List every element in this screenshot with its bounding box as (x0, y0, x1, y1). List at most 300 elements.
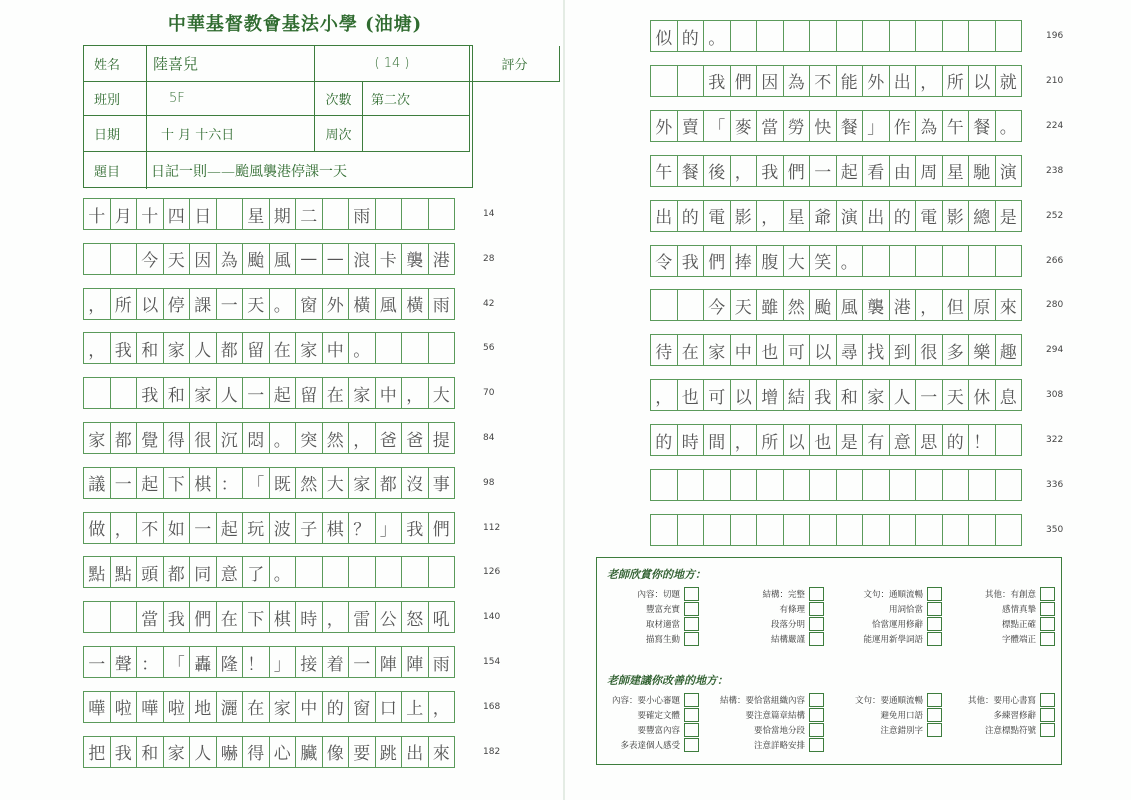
grid-cell: 了 (242, 556, 270, 588)
grid-row (650, 155, 1022, 187)
grid-cell: 啦 (163, 691, 191, 723)
feedback-item: 段落分明 (770, 620, 805, 630)
feedback-checkbox[interactable] (809, 693, 824, 707)
grid-cell: 「 (242, 467, 270, 499)
grid-cell (730, 514, 758, 546)
grid-cell: 星 (242, 198, 270, 230)
grid-cell: 找 (862, 334, 890, 366)
grid-cell: 為 (915, 110, 943, 142)
feedback-checkbox[interactable] (809, 617, 824, 631)
grid-cell (836, 514, 864, 546)
grid-cell: 。 (703, 20, 731, 52)
grid-cell: 很 (189, 422, 217, 454)
grid-cell: 的 (942, 424, 970, 456)
grid-cell: 上 (401, 691, 429, 723)
grid-cell: 隆 (216, 646, 244, 678)
grid-cell (375, 332, 403, 364)
grid-cell (401, 332, 429, 364)
grid-cell (730, 20, 758, 52)
grid-cell: 下 (163, 467, 191, 499)
grid-cell: 同 (189, 556, 217, 588)
grid-cell: 一 (110, 467, 138, 499)
grid-cell: 把 (83, 736, 111, 768)
grid-cell: 間 (703, 424, 731, 456)
grid-cell: 我 (110, 736, 138, 768)
grid-cell: 港 (428, 243, 456, 275)
grid-cell (677, 65, 705, 97)
feedback-item: 字體端正 (1001, 635, 1036, 645)
line-count-number: 84 (483, 433, 495, 443)
grid-cell (650, 289, 678, 321)
grid-row (650, 65, 1022, 97)
feedback-checkbox[interactable] (809, 738, 824, 752)
grid-cell: 家 (83, 422, 111, 454)
grid-cell: 天 (730, 289, 758, 321)
grid-cell: 人 (216, 377, 244, 409)
grid-cell: 心 (269, 736, 297, 768)
feedback-checkbox[interactable] (809, 708, 824, 722)
feedback-item: 有條理 (779, 605, 805, 615)
grid-cell: 為 (783, 65, 811, 97)
feedback-checkbox[interactable] (684, 602, 699, 616)
grid-cell: 尋 (836, 334, 864, 366)
feedback-checkbox[interactable] (1040, 632, 1055, 646)
grid-cell (809, 20, 837, 52)
grid-cell: 在 (242, 691, 270, 723)
grid-row (650, 469, 1022, 501)
grid-cell: 爺 (809, 200, 837, 232)
grid-row (650, 200, 1022, 232)
grid-cell: 不 (136, 512, 164, 544)
grid-cell: 提 (428, 422, 456, 454)
grid-cell: — (295, 243, 323, 275)
line-count-number: 350 (1046, 524, 1064, 535)
grid-cell: ， (401, 377, 429, 409)
grid-cell (995, 424, 1023, 456)
grid-cell: 外 (650, 110, 678, 142)
grid-cell (809, 514, 837, 546)
grid-cell: 能 (836, 65, 864, 97)
grid-cell: 風 (836, 289, 864, 321)
grid-cell: 公 (375, 601, 403, 633)
grid-cell: 吼 (428, 601, 456, 633)
grid-cell: 點 (110, 556, 138, 588)
grid-cell: 得 (242, 736, 270, 768)
grid-cell: 演 (995, 155, 1023, 187)
line-count-number: 56 (483, 343, 495, 354)
grid-cell (428, 556, 456, 588)
grid-cell (83, 601, 111, 633)
grid-cell: 我 (110, 332, 138, 364)
grid-cell: 期 (269, 198, 297, 230)
feedback-checkbox[interactable] (684, 617, 699, 631)
grid-cell: 」 (375, 512, 403, 544)
grid-cell (703, 514, 731, 546)
grid-cell: 我 (401, 512, 429, 544)
grid-cell: 為 (216, 243, 244, 275)
grid-cell: 覺 (136, 422, 164, 454)
grid-cell: 。 (348, 332, 376, 364)
grid-cell: 以 (809, 334, 837, 366)
grid-cell: 颱 (809, 289, 837, 321)
grid-cell: 。 (836, 245, 864, 277)
grid-cell: ， (650, 379, 678, 411)
page-fold (563, 0, 565, 800)
grid-cell: 出 (650, 200, 678, 232)
grid-cell: 麥 (730, 110, 758, 142)
grid-cell (677, 289, 705, 321)
grid-cell: 我 (809, 379, 837, 411)
grid-cell: 口 (375, 691, 403, 723)
grid-cell: 爸 (401, 422, 429, 454)
grid-cell: 四 (163, 198, 191, 230)
line-count-number: 336 (1046, 480, 1064, 490)
feedback-checkbox[interactable] (684, 708, 699, 722)
grid-cell (942, 20, 970, 52)
grid-cell: 出 (401, 736, 429, 768)
feedback-checkbox[interactable] (1040, 602, 1055, 616)
grid-cell: 棋 (269, 601, 297, 633)
grid-cell (295, 556, 323, 588)
grid-cell: 子 (295, 512, 323, 544)
grid-cell: 大 (428, 377, 456, 409)
grid-cell: 可 (703, 379, 731, 411)
grid-cell: 颱 (242, 243, 270, 275)
grid-cell: 午 (650, 155, 678, 187)
grid-cell (348, 556, 376, 588)
grid-cell: 在 (269, 332, 297, 364)
grid-cell: 家 (269, 691, 297, 723)
feedback-checkbox[interactable] (684, 587, 699, 601)
grid-cell (783, 469, 811, 501)
grid-cell: 雨 (348, 198, 376, 230)
grid-cell: 趣 (995, 334, 1023, 366)
grid-cell: 外 (862, 65, 890, 97)
feedback-checkbox[interactable] (809, 632, 824, 646)
grid-cell: 餐 (677, 155, 705, 187)
grid-cell: 一 (83, 646, 111, 678)
grid-cell: 家 (703, 334, 731, 366)
grid-cell: 頭 (136, 556, 164, 588)
feedback-item: 注意詳略安排 (753, 741, 805, 751)
date-label: 日期 (84, 116, 147, 152)
grid-cell (110, 601, 138, 633)
grid-cell: 然 (783, 289, 811, 321)
grid-cell: 都 (110, 422, 138, 454)
feedback-checkbox[interactable] (809, 587, 824, 601)
grid-cell (650, 514, 678, 546)
grid-cell (915, 514, 943, 546)
feedback-item: 取材適當 (645, 620, 680, 630)
line-count-number: 112 (483, 522, 501, 533)
grid-cell: 家 (163, 332, 191, 364)
grid-row (83, 646, 455, 678)
line-count-number: 154 (483, 657, 501, 667)
grid-cell (889, 245, 917, 277)
grid-cell: 賣 (677, 110, 705, 142)
feedback-item: 文句：通順流暢 (863, 590, 923, 600)
grid-row (83, 467, 455, 499)
grid-cell: 今 (703, 289, 731, 321)
grid-cell: 們 (730, 65, 758, 97)
feedback-item: 避免用口語 (880, 711, 923, 721)
grid-cell: 和 (136, 736, 164, 768)
grid-cell: ， (322, 601, 350, 633)
grid-cell: 們 (703, 245, 731, 277)
grid-cell: 當 (136, 601, 164, 633)
feedback-checkbox[interactable] (1040, 693, 1055, 707)
grid-cell (915, 245, 943, 277)
grid-cell: 天 (163, 243, 191, 275)
grid-cell (836, 20, 864, 52)
grid-cell: 怒 (401, 601, 429, 633)
feedback-item: 多表達個人感受 (620, 741, 680, 751)
line-count-number: 14 (483, 209, 495, 219)
grid-cell: 在 (677, 334, 705, 366)
grid-cell (677, 514, 705, 546)
grid-cell (110, 243, 138, 275)
grid-cell: 所 (756, 424, 784, 456)
grid-cell: 悶 (242, 422, 270, 454)
feedback-checkbox[interactable] (684, 693, 699, 707)
feedback-checkbox[interactable] (1040, 587, 1055, 601)
grid-cell: 也 (756, 334, 784, 366)
grid-cell: 思 (915, 424, 943, 456)
grid-cell: 大 (322, 467, 350, 499)
grid-cell (995, 514, 1023, 546)
grid-row (650, 20, 1022, 52)
school-title: 中華基督教會基法小學 (油塘) (167, 14, 423, 35)
grid-cell: 留 (295, 377, 323, 409)
grid-cell: 轟 (189, 646, 217, 678)
grid-row (83, 243, 455, 275)
feedback-item: 內容：切題 (637, 590, 680, 600)
grid-cell: 們 (428, 512, 456, 544)
grid-cell: 後 (703, 155, 731, 187)
grid-cell: ， (756, 200, 784, 232)
grid-cell (428, 198, 456, 230)
grid-cell: — (322, 243, 350, 275)
grid-cell: 襲 (401, 243, 429, 275)
feedback-item: 能運用新學詞語 (863, 635, 923, 645)
grid-row (83, 377, 455, 409)
info-header-table (83, 45, 528, 188)
grid-cell: 然 (295, 467, 323, 499)
grid-cell (428, 332, 456, 364)
grid-cell (942, 245, 970, 277)
grid-cell: 我 (677, 245, 705, 277)
grid-row (83, 512, 455, 544)
grid-cell: 意 (889, 424, 917, 456)
line-count-number: 168 (483, 701, 501, 712)
feedback-item: 結構：完整 (762, 590, 805, 600)
grid-cell (783, 514, 811, 546)
grid-cell (836, 469, 864, 501)
grid-cell (730, 469, 758, 501)
grid-cell (756, 20, 784, 52)
grid-cell: 如 (163, 512, 191, 544)
grid-row (650, 424, 1022, 456)
grid-row (83, 198, 455, 230)
feedback-checkbox[interactable] (1040, 617, 1055, 631)
grid-cell: 橫 (401, 288, 429, 320)
grid-cell: 們 (189, 601, 217, 633)
grid-cell: 沉 (216, 422, 244, 454)
grid-cell: 雨 (428, 288, 456, 320)
grid-cell: 玩 (242, 512, 270, 544)
grid-cell: 港 (889, 289, 917, 321)
grid-cell: 既 (269, 467, 297, 499)
grid-cell: 窗 (295, 288, 323, 320)
line-count-number: 224 (1046, 120, 1064, 131)
line-count-number: 42 (483, 298, 495, 309)
times-label: 次數 (315, 82, 363, 116)
grid-cell: 大 (783, 245, 811, 277)
grid-cell: ？ (348, 512, 376, 544)
grid-row (650, 514, 1022, 546)
grid-cell: 」 (862, 110, 890, 142)
line-count-number: 196 (1046, 31, 1064, 41)
improve-title: 老師建議你改善的地方： (607, 674, 728, 687)
grid-cell: 當 (756, 110, 784, 142)
grid-cell: 突 (295, 422, 323, 454)
grid-row (83, 556, 455, 588)
grid-cell (83, 243, 111, 275)
grid-cell: 影 (730, 200, 758, 232)
grid-cell: ， (915, 289, 943, 321)
grid-cell: 窗 (348, 691, 376, 723)
grid-row (650, 289, 1022, 321)
grid-cell: 來 (428, 736, 456, 768)
grid-cell: 原 (968, 289, 996, 321)
grid-cell: 也 (677, 379, 705, 411)
grid-cell: 的 (650, 424, 678, 456)
grid-cell: 做 (83, 512, 111, 544)
grid-cell: 中 (730, 334, 758, 366)
grid-cell: 和 (163, 377, 191, 409)
grid-cell (756, 469, 784, 501)
grid-cell: 人 (189, 736, 217, 768)
grid-cell: 風 (375, 288, 403, 320)
grid-cell: 餐 (968, 110, 996, 142)
grid-cell: 月 (110, 198, 138, 230)
line-count-number: 280 (1046, 300, 1064, 311)
grid-cell: 啦 (110, 691, 138, 723)
grid-cell: 日 (189, 198, 217, 230)
grid-cell: 棋 (189, 467, 217, 499)
grid-cell: 是 (995, 200, 1023, 232)
line-count-number: 126 (483, 567, 501, 578)
line-count-number: 98 (483, 477, 495, 488)
grid-cell: 所 (942, 65, 970, 97)
grid-cell: 令 (650, 245, 678, 277)
grid-cell: 時 (295, 601, 323, 633)
line-count-number: 266 (1046, 255, 1064, 266)
grid-cell: 今 (136, 243, 164, 275)
grid-cell (401, 556, 429, 588)
grid-cell: 嘩 (136, 691, 164, 723)
grid-cell: 影 (942, 200, 970, 232)
grid-cell: 的 (322, 691, 350, 723)
grid-cell: 地 (189, 691, 217, 723)
grid-cell: 浪 (348, 243, 376, 275)
grid-cell: ： (216, 467, 244, 499)
grid-cell (968, 469, 996, 501)
grid-row (83, 332, 455, 364)
grid-cell (942, 469, 970, 501)
grid-cell: 中 (322, 332, 350, 364)
grid-cell: 就 (995, 65, 1023, 97)
grid-cell: 周 (915, 155, 943, 187)
grid-cell: 我 (163, 601, 191, 633)
feedback-checkbox[interactable] (684, 723, 699, 737)
grid-cell: 卡 (375, 243, 403, 275)
grid-cell: 家 (189, 377, 217, 409)
grid-cell: 可 (783, 334, 811, 366)
grid-cell (995, 20, 1023, 52)
grid-cell: 雨 (428, 646, 456, 678)
feedback-item: 要注意篇章結構 (745, 711, 805, 721)
grid-cell: 電 (915, 200, 943, 232)
grid-cell: 。 (995, 110, 1023, 142)
grid-cell: 馳 (968, 155, 996, 187)
grid-cell: 星 (942, 155, 970, 187)
grid-cell: 捧 (730, 245, 758, 277)
grid-cell (216, 198, 244, 230)
grid-cell (322, 198, 350, 230)
feedback-item: 結構：要恰當組織內容 (719, 696, 805, 706)
line-count-number: 28 (483, 253, 495, 264)
grid-cell (375, 198, 403, 230)
grid-cell: 一 (216, 288, 244, 320)
line-count-number: 210 (1046, 75, 1064, 86)
line-count-number: 308 (1046, 390, 1064, 401)
feedback-checkbox[interactable] (809, 602, 824, 616)
feedback-checkbox[interactable] (1040, 723, 1055, 737)
grid-cell: 一 (242, 377, 270, 409)
grid-cell: 「 (163, 646, 191, 678)
grid-cell: 休 (968, 379, 996, 411)
grid-cell: 中 (375, 377, 403, 409)
grid-cell (375, 556, 403, 588)
grid-cell: 都 (216, 332, 244, 364)
grid-cell (677, 469, 705, 501)
feedback-item: 其他：要用心書寫 (967, 696, 1036, 706)
grid-cell (756, 514, 784, 546)
feedback-checkbox[interactable] (1040, 708, 1055, 722)
feedback-checkbox[interactable] (809, 723, 824, 737)
grid-cell (650, 65, 678, 97)
grid-cell: ！ (242, 646, 270, 678)
feedback-item: 文句：要通順流暢 (854, 696, 923, 706)
grid-cell (862, 20, 890, 52)
feedback-checkbox[interactable] (684, 738, 699, 752)
grid-cell: 不 (809, 65, 837, 97)
feedback-checkbox[interactable] (684, 632, 699, 646)
grid-cell: 臟 (295, 736, 323, 768)
grid-cell: ， (428, 691, 456, 723)
grid-cell: 演 (836, 200, 864, 232)
grid-cell: 橫 (348, 288, 376, 320)
grid-cell: 但 (942, 289, 970, 321)
grid-cell: 家 (348, 467, 376, 499)
topic-value: 日記一則——颱風襲港停課一天 (151, 163, 347, 180)
grid-cell (968, 20, 996, 52)
grid-cell (995, 245, 1023, 277)
grid-cell: 得 (163, 422, 191, 454)
class-number: ( 14 ) (315, 46, 470, 82)
grid-cell: 是 (836, 424, 864, 456)
